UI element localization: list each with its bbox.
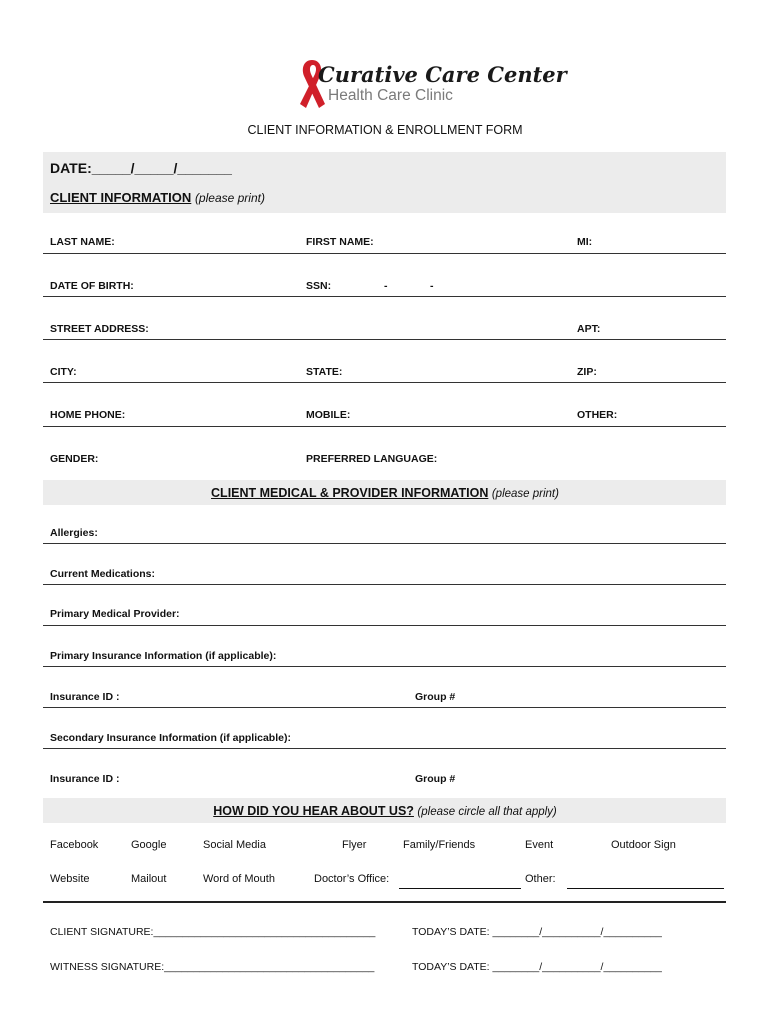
allergies-field[interactable] <box>43 543 726 544</box>
section-divider <box>43 901 726 903</box>
ssn-label: SSN: <box>306 280 332 292</box>
hear-heading <box>0 804 770 818</box>
last-name-label: LAST NAME: <box>50 236 115 248</box>
option-other[interactable]: Other: <box>525 873 556 885</box>
form-title: CLIENT INFORMATION & ENROLLMENT FORM <box>247 123 523 137</box>
medical-heading-text: CLIENT MEDICAL & PROVIDER INFORMATION <box>211 486 489 500</box>
phone-field[interactable] <box>43 426 726 427</box>
hear-heading-text: HOW DID YOU HEAR ABOUT US? <box>213 804 414 818</box>
apt-label: APT: <box>577 323 601 335</box>
insurance-id-label: Insurance ID : <box>50 691 120 703</box>
ssn-dash-1: - <box>384 280 388 292</box>
dob-field[interactable] <box>43 296 726 297</box>
option-flyer[interactable]: Flyer <box>342 839 367 851</box>
mobile-label: MOBILE: <box>306 409 351 421</box>
client-info-heading <box>50 190 265 205</box>
medications-label: Current Medications: <box>50 568 156 580</box>
doctors-office-field[interactable] <box>399 888 521 889</box>
city-field[interactable] <box>43 382 726 383</box>
home-phone-label: HOME PHONE: <box>50 409 126 421</box>
secondary-insurance-id-label: Insurance ID : <box>50 773 120 785</box>
medical-heading-note: (please print) <box>491 488 559 500</box>
allergies-label: Allergies: <box>50 527 98 539</box>
gender-label: GENDER: <box>50 453 99 465</box>
primary-insurance-field[interactable] <box>43 666 726 667</box>
witness-date-field[interactable]: TODAY’S DATE: ________/__________/__________ <box>412 961 662 973</box>
ssn-dash-2: - <box>430 280 434 292</box>
option-website[interactable]: Website <box>50 873 90 885</box>
city-label: CITY: <box>50 366 77 378</box>
client-signature-field[interactable]: CLIENT SIGNATURE:______________________________________ <box>50 926 376 938</box>
logo-subtitle: Health Care Clinic <box>328 87 453 104</box>
secondary-insurance-label: Secondary Insurance Information (if applicable): <box>50 732 291 744</box>
option-doctors-office[interactable]: Doctor’s Office: <box>314 873 390 885</box>
primary-provider-label: Primary Medical Provider: <box>50 608 180 620</box>
date-line[interactable]: DATE:_____/_____/_______ <box>50 160 232 176</box>
client-date-field[interactable]: TODAY’S DATE: ________/__________/__________ <box>412 926 662 938</box>
street-address-field[interactable] <box>43 339 726 340</box>
medications-field[interactable] <box>43 584 726 585</box>
option-social-media[interactable]: Social Media <box>203 839 266 851</box>
state-label: STATE: <box>306 366 343 378</box>
first-name-label: FIRST NAME: <box>306 236 374 248</box>
zip-label: ZIP: <box>577 366 597 378</box>
secondary-insurance-field[interactable] <box>43 748 726 749</box>
last-name-field[interactable] <box>43 253 726 254</box>
option-facebook[interactable]: Facebook <box>50 839 99 851</box>
option-google[interactable]: Google <box>131 839 167 851</box>
primary-provider-field[interactable] <box>43 625 726 626</box>
option-mailout[interactable]: Mailout <box>131 873 167 885</box>
secondary-group-label: Group # <box>415 773 456 785</box>
option-word-of-mouth[interactable]: Word of Mouth <box>203 873 275 885</box>
preferred-language-label: PREFERRED LANGUAGE: <box>306 453 438 465</box>
medical-heading <box>0 486 770 500</box>
client-info-note: (please print) <box>194 191 265 205</box>
street-address-label: STREET ADDRESS: <box>50 323 149 335</box>
option-outdoor-sign[interactable]: Outdoor Sign <box>611 839 676 851</box>
group-label: Group # <box>415 691 456 703</box>
primary-insurance-label: Primary Insurance Information (if applicable): <box>50 650 277 662</box>
other-phone-label: OTHER: <box>577 409 618 421</box>
client-info-heading-text: CLIENT INFORMATION <box>50 190 192 205</box>
logo-title: Curative Care Center <box>318 62 567 87</box>
dob-label: DATE OF BIRTH: <box>50 280 134 292</box>
option-family-friends[interactable]: Family/Friends <box>403 839 476 851</box>
other-source-field[interactable] <box>567 888 724 889</box>
insurance-id-field[interactable] <box>43 707 726 708</box>
mi-label: MI: <box>577 236 593 248</box>
witness-signature-field[interactable]: WITNESS SIGNATURE:____________________________________ <box>50 961 375 973</box>
option-event[interactable]: Event <box>525 839 554 851</box>
hear-heading-note: (please circle all that apply) <box>417 806 557 818</box>
